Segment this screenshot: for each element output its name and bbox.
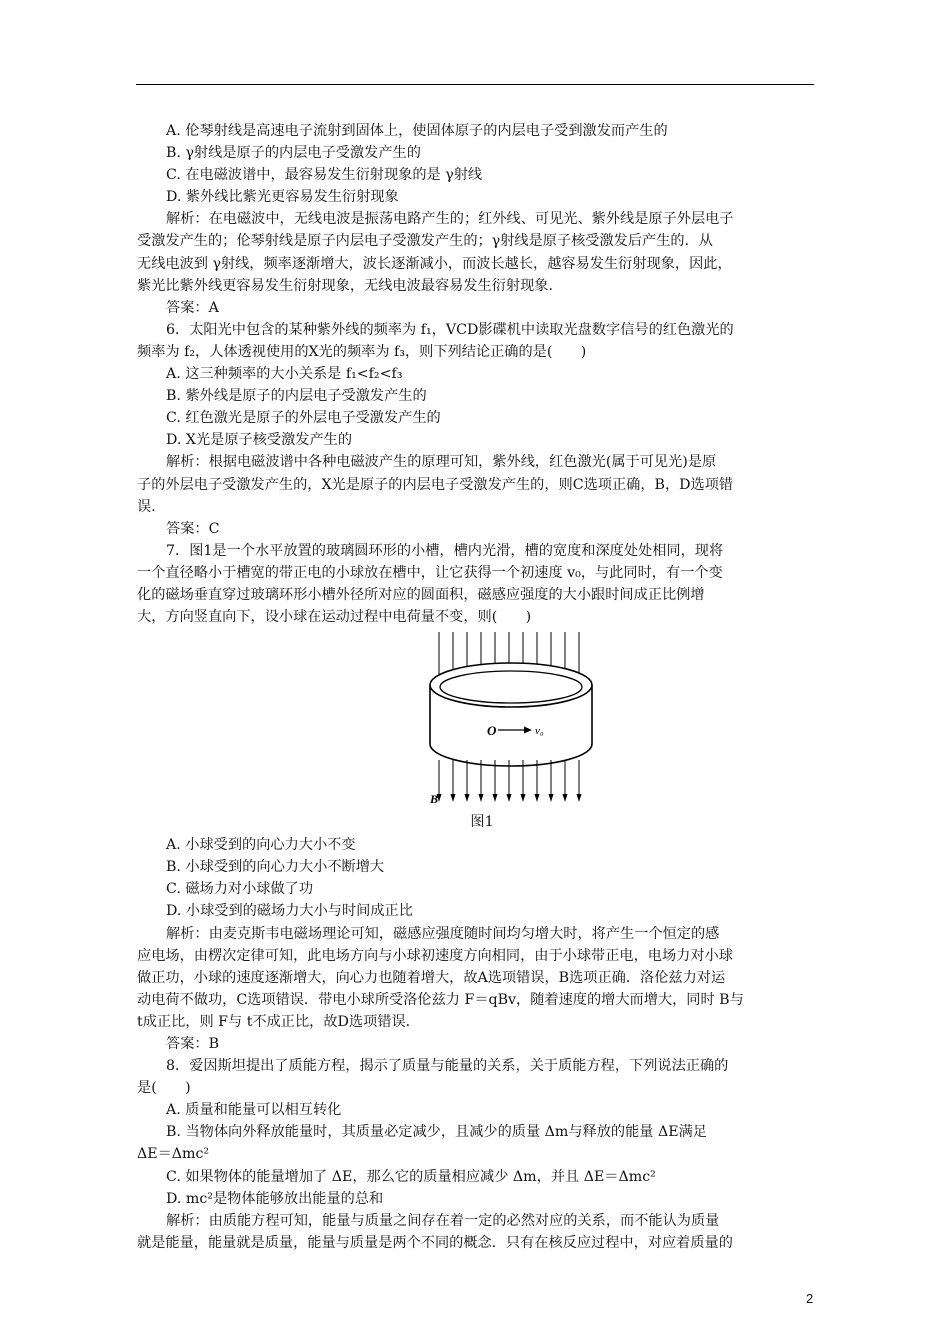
text-line: 解析：由质能方程可知，能量与质量之间存在着一定的必然对应的关系，而不能认为质量	[166, 1212, 720, 1229]
text-line: B. 小球受到的向心力大小不断增大	[166, 859, 385, 876]
text-line: D. 小球受到的磁场力大小与时间成正比	[166, 903, 413, 920]
text-line: 化的磁场垂直穿过玻璃环形小槽外径所对应的圆面积，磁感应强度的大小跟时间成正比例增	[137, 586, 705, 603]
text-line: 是( )	[137, 1080, 191, 1097]
figure-glass-ring	[137, 628, 817, 810]
page-content	[137, 120, 817, 1254]
text-line: C. 磁场力对小球做了功	[166, 881, 314, 898]
header-rule	[136, 84, 814, 85]
field-label: B	[430, 792, 439, 807]
ring-magnetic-field-diagram	[427, 632, 595, 814]
glass-ring	[430, 663, 592, 766]
text-block-upper	[137, 120, 817, 628]
text-line: 答案：B	[166, 1036, 219, 1052]
text-line: B. 当物体向外释放能量时，其质量必定减少，且减少的质量 Δm与释放的能量 ΔE满足	[166, 1124, 707, 1141]
text-line: 一个直径略小于槽宽的带正电的小球放在槽中，让它获得一个初速度 v₀，与此同时，有一个变	[137, 564, 723, 581]
text-line: D. X光是原子核受激发产生的	[166, 432, 353, 449]
text-line: C. 如果物体的能量增加了 ΔE，那么它的质量相应减少 Δm，并且 ΔE＝Δmc²	[166, 1168, 656, 1185]
center-label: O	[487, 723, 497, 739]
text-line: 答案：C	[166, 520, 220, 537]
text-line: B. γ射线是原子的内层电子受激发产生的	[166, 145, 421, 162]
text-line: 紫光比紫外线更容易发生衍射现象，无线电波最容易发生衍射现象．	[137, 277, 563, 294]
text-line: 解析：在电磁波中，无线电波是振荡电路产生的；红外线、可见光、紫外线是原子外层电子	[166, 211, 734, 228]
text-line: 做正功，小球的速度逐渐增大，向心力也随着增大，故A选项错误，B选项正确．洛伦兹力对运	[137, 969, 726, 986]
text-line: B. 紫外线是原子的内层电子受激发产生的	[166, 388, 427, 405]
text-line: 就是能量，能量就是质量，能量与质量是两个不同的概念．只有在核反应过程中，对应着质量的	[137, 1234, 733, 1251]
velocity-label: v₀	[535, 725, 544, 738]
text-line: A. 质量和能量可以相互转化	[166, 1102, 342, 1119]
text-line: 应电场，由楞次定律可知，此电场方向与小球初速度方向相同，由于小球带正电，电场力对小球	[137, 947, 733, 964]
text-line: C. 在电磁波谱中，最容易发生衍射现象的是 γ射线	[166, 167, 483, 184]
text-line: 频率为 f₂，人体透视使用的X光的频率为 f₃，则下列结论正确的是( )	[137, 343, 587, 360]
text-line: 受激发产生的；伦琴射线是原子内层电子受激发产生的；γ射线是原子核受激发后产生的．从	[137, 233, 713, 250]
text-line: A. 伦琴射线是高速电子流射到固体上，使固体原子的内层电子受到激发而产生的	[166, 123, 668, 139]
text-line: t成正比，则 F与 t不成正比，故D选项错误．	[137, 1013, 420, 1030]
text-line: 误．	[137, 498, 166, 515]
text-line: 8．爱因斯坦提出了质能方程，揭示了质量与能量的关系，关于质能方程，下列说法正确的	[166, 1058, 729, 1075]
text-line: 6．太阳光中包含的某种紫外线的频率为 f₁，VCD影碟机中读取光盘数字信号的红色激光的	[166, 321, 734, 338]
text-line: D. mc²是物体能够放出能量的总和	[166, 1190, 384, 1207]
text-line: 无线电波到 γ射线，频率逐渐增大，波长逐渐减小，而波长越长，越容易发生衍射现象，因此，	[137, 255, 732, 272]
text-line: 7．图1是一个水平放置的玻璃圆环形的小槽，槽内光滑，槽的宽度和深度处处相同，现将	[166, 542, 724, 559]
magnetic-field-lines-front	[437, 760, 582, 802]
text-line: A. 这三种频率的大小关系是 f₁<f₂<f₃	[166, 366, 403, 383]
text-line: 解析：由麦克斯韦电磁场理论可知，磁感应强度随时间均匀增大时，将产生一个恒定的感	[166, 925, 720, 942]
text-line: ΔE＝Δmc²	[137, 1146, 210, 1163]
page-number: 2	[806, 1291, 814, 1306]
text-line: 子的外层电子受激发产生的，X光是原子的内层电子受激发产生的，则C选项正确，B，D选项错	[137, 476, 734, 493]
text-line: 答案：A	[166, 299, 219, 316]
text-line: 解析：根据电磁波谱中各种电磁波产生的原理可知，紫外线，红色激光(属于可见光)是原	[166, 454, 717, 471]
text-line: A. 小球受到的向心力大小不变	[166, 837, 356, 854]
text-line: 大，方向竖直向下，设小球在运动过程中电荷量不变，则( )	[137, 609, 532, 626]
text-block-lower	[137, 834, 817, 1254]
text-line: C. 红色激光是原子的外层电子受激发产生的	[166, 410, 441, 427]
text-line: D. 紫外线比紫光更容易发生衍射现象	[166, 189, 399, 206]
figure-caption: 图1	[470, 814, 494, 831]
text-line: 动电荷不做功，C选项错误．带电小球所受洛伦兹力 F＝qBv，随着速度的增大而增大，同时 B与	[137, 991, 744, 1008]
